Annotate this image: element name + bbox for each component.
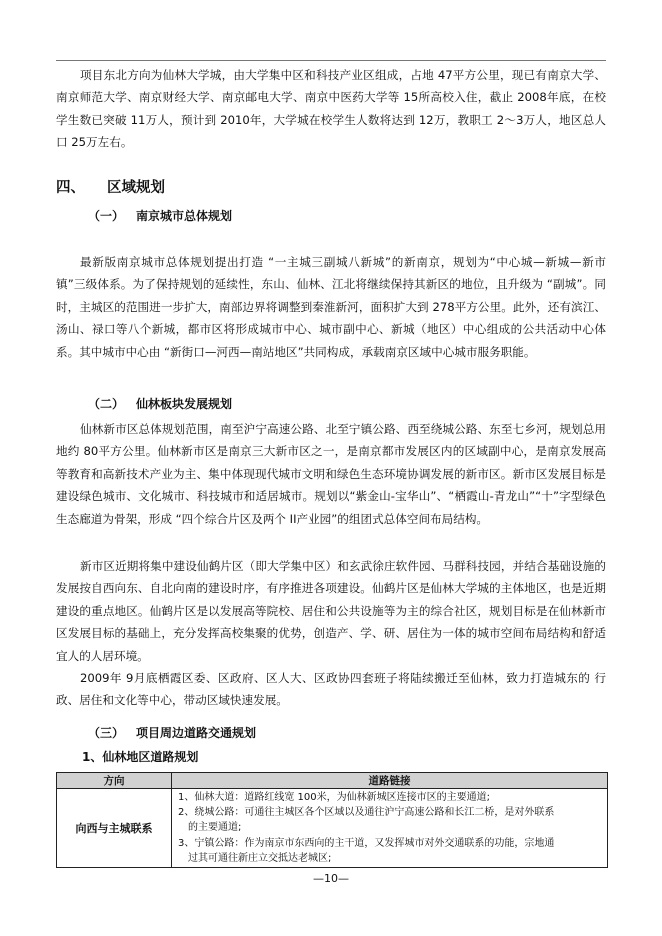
paragraph-xianlin-plan-1: 仙林新市区总体规划范围，南至沪宁高速公路、北至宁镇公路、西至绕城公路、东至七乡河，规划总用地约 80平方公里。仙林新市区是南京三大新市区之一，是南京都市发展区内的区域副中心，是南京发展高等教育和高新技术产业为主、集中体现现代城市文明和绿色生态环境协调发展的新市区。新市区发展目标是建设绿色城市、文化城市、科技城市和适居城市。规划以“紫金山-宝华山”、“栖霞山-青龙山”“十”字型绿色生态廊道为骨架，形成 “四个综合片区及两个 II产业园”的组团式总体空间布局结构。 (56, 422, 606, 526)
road-item-continued: 过其可通往新庄立交抵达老城区; (188, 852, 332, 864)
paragraph-nanjing-plan: 最新版南京城市总体规划提出打造 “一主城三副城八新城”的新南京，规划为“中心城—新城—新市镇”三级体系。为了保持规划的延续性，东山、仙林、江北将继续保持其新区的地位，且升级为 “副城”。同时，主城区的范围进一步扩大，南部边界将调整到秦淮新河，面积扩大到 278平方公里。此外，还有滨江、汤山、禄口等八个新城，都市区将形成城市中心、城市副中心、新城（地区）中心组成的公共活动中心体系。其中城市中心由 “新街口—河西—南站地区”共同构成，承载南京区域中心城市服务职能。 (56, 255, 606, 359)
subheading-xianlin-plan (88, 395, 232, 412)
paragraph-xianlin-plan-2: 新市区近期将集中建设仙鹤片区（即大学集中区）和玄武徐庄软件园、马群科技园，并结合基础设施的发展按自西向东、自北向南的建设时序，有序推进各项建设。仙鹤片区是仙林大学城的主体地区，也是近期建设的重点地区。仙鹤片区是以发展高等院校、居住和公共设施等为主的综合社区，规划目标是在仙林新市区发展目标的基础上，充分发挥高校集聚的优势，创造产、学、研、居住为一体的城市空间布局结构和舒适宜人的人居环境。 (56, 559, 606, 663)
road-item: 2、绕城公路：可通往主城区各个区域以及通往沪宁高速公路和长江二桥，是对外联系 (178, 807, 555, 819)
road-table (56, 772, 608, 868)
road-item: 1、仙林大道：道路红线宽 100米，为仙林新城区连接市区的主要通道; (178, 792, 490, 803)
subheading-xianlin-roads: 1、仙林地区道路规划 (82, 750, 199, 764)
header-rule (56, 60, 606, 61)
section-title: 区域规划 (107, 180, 165, 196)
road-item: 3、宁镇公路：作为南京市东西向的主干道，又发挥城市对外交通联系的功能，宗地通 (178, 837, 555, 849)
detail-cell (172, 789, 608, 868)
subheading-number: （一） (88, 209, 125, 223)
header-direction: 方向 (57, 773, 172, 789)
table-row (57, 789, 608, 868)
page-number: —10— (313, 872, 349, 885)
paragraph-university-city: 项目东北方向为仙林大学城，由大学集中区和科技产业区组成，占地 47平方公里，现已有南京大学、南京师范大学、南京财经大学、南京邮电大学、南京中医药大学等 15所高校入住，截止 2008年底，在校学生数已突破 11万人，预计到 2010年，大学城在校学生人数将达到 12万，教职工 2～3万人，地区总人口 25万左右。 (56, 68, 606, 150)
subheading-title: 仙林板块发展规划 (136, 397, 233, 411)
paragraph-xianlin-plan-3: 2009年 9月底栖霞区委、区政府、区人大、区政协四套班子将陆续搬迁至仙林，致力打造城东的 行政、居住和文化等中心，带动区域快速发展。 (56, 671, 606, 708)
table-header-row (57, 773, 608, 789)
road-item-continued: 的主要通道; (188, 822, 242, 834)
subheading-title: 项目周边道路交通规划 (136, 726, 257, 740)
subheading-number: （三） (88, 726, 125, 740)
subheading-nanjing-plan (88, 207, 232, 224)
subheading-number: （二） (88, 397, 125, 411)
subheading-road-traffic (88, 724, 256, 741)
direction-cell: 向西与主城联系 (57, 789, 172, 868)
section-number: 四、 (56, 180, 85, 196)
header-road-link: 道路链接 (172, 773, 608, 789)
section-heading (56, 176, 165, 197)
subheading-title: 南京城市总体规划 (136, 209, 233, 223)
